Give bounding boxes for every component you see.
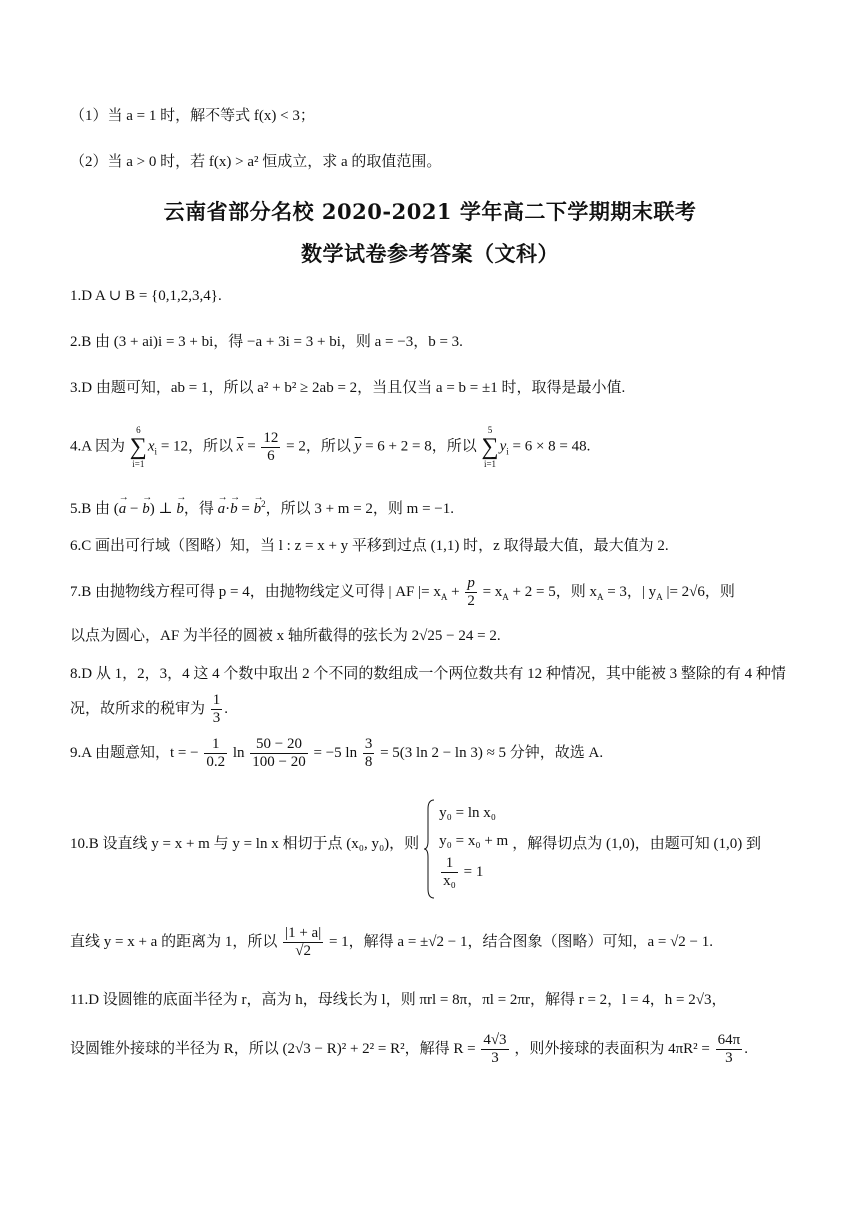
fraction: $\frac{|1 + a|}{√2}$ [285, 925, 322, 960]
fraction: $\frac{3}{8}$ [364, 736, 373, 771]
answer-7-continued: 以点为圆心，AF 为半径的圆被 x 轴所截得的弦长为 2√25 − 24 = 2. [70, 628, 501, 644]
brace-icon [423, 799, 435, 899]
fraction: $\frac{4√3}{3}$ [483, 1032, 507, 1067]
sum-symbol: 6 ∑ i=1 [129, 425, 147, 469]
answer-5: 5.B 由 (→ a − → b) ⊥ → b，得 → a·→ b = → $b^2$，所以 3 + m = 2，则 m = −1. [70, 494, 800, 519]
document-subtitle: 数学试卷参考答案（文科） [301, 241, 559, 266]
answer-2: 2.B 由 (3 + ai)i = 3 + bi，得 −a + 3i = 3 + bi，则 a = −3，b = 3. [70, 334, 463, 350]
answer-1: 1.D A ∪ B = {0,1,2,3,4}. [70, 288, 222, 304]
answer-7: 7.B 由抛物线方程可得 p = 4，由抛物线定义可得 | AF |= $x_A$ + $\frac{p}{2}$ = $x_A + 2 = 5$，则 $x_A = 3$，| $y_A$ |= 2√6，则 [70, 575, 735, 610]
answer-3: 3.D 由题可知，ab = 1，所以 a² + b² ≥ 2ab = 2，当且仅当 a = b = ±1 时，取得是最小值. [70, 380, 626, 396]
answer-11: 11.D 设圆锥的底面半径为 r，高为 h，母线长为 l，则 πrl = 8π，πl = 2πr，解得 r = 2，l = 4，h = 2√3， [70, 992, 727, 1008]
answer-9: 9.A 由题意知，t = − $\frac{1}{0.2}$ ln $\frac{50 - 20}{100 - 20}$ = −5 ln $\frac{3}{8}$ = 5(3 ln 2 − ln 3) ≈ 5 分钟，故选 A. [70, 736, 604, 771]
answer-10-continued: 直线 y = x + a 的距离为 1，所以 $\frac{|1 + a|}{√2}$ = 1，解得 a = ±√2 − 1，结合图象（图略）可知，a = √2 − 1. [70, 925, 714, 960]
answer-6: 6.C 画出可行域（图略）知，当 l : z = x + y 平移到过点 (1,1) 时，z 取得最大值，最大值为 2. [70, 538, 669, 554]
fraction: $\frac{1}{0.2}$ [206, 736, 226, 771]
problem-part-2: （2）当 a > 0 时，若 f(x) > a² 恒成立，求 a 的取值范围。 [70, 154, 442, 170]
answer-11-continued: 设圆锥外接球的半径为 R，所以 (2√3 − R)² + 2² = R²，解得 R = $\frac{4√3}{3}$ ，则外接球的表面积为 4πR² = $\frac{64\pi}{3}$ . [70, 1032, 748, 1067]
fraction: $\frac{1}{3}$ [212, 692, 221, 727]
document-title: 云南省部分名校 2020-2021 学年高二下学期期末联考 [163, 199, 697, 224]
answer-8-continued: 况，故所求的税审为 $\frac{1}{3}$ . [70, 692, 229, 727]
answer-4: 4.A 因为 6 ∑ i=1 $x_i = 12$，所以 $\overline{x}$ = $\frac{12}{6}$ = 2，所以 $\overline{y} = 6 + 2 = 8$，所以 5 ∑ i=1 $y_i = 6 \times 8 = 48$. [70, 425, 591, 469]
equation-system: y₀ = ln x₀ y₀ = x₀ + m $\frac{1}{\text{x₀}}$ = 1 [423, 799, 508, 890]
answer-10: 10.B 设直线 y = x + m 与 y = ln x 相切于点 (x₀, y₀)，则 y₀ = ln x₀ y₀ = x₀ + m $\frac{1}{\text{x₀}}$ = 1 ，解得切点为 (1,0)，由题可知 (1,0) 到 [70, 784, 800, 904]
fraction: $\frac{50 - 20}{100 - 20}$ [252, 736, 306, 771]
problem-part-1: （1）当 a = 1 时，解不等式 f(x) < 3； [70, 108, 315, 124]
sum-symbol: 5 ∑ i=1 [481, 425, 499, 469]
answer-8: 8.D 从 1，2，3，4 这 4 个数中取出 2 个不同的数组成一个两位数共有 12 种情况，其中能被 3 整除的有 4 种情 [70, 666, 786, 682]
fraction: $\frac{12}{6}$ [263, 429, 279, 464]
fraction: $\frac{1}{\text{x₀}}$ [443, 854, 456, 889]
fraction: $\frac{p}{2}$ [467, 575, 475, 610]
fraction: $\frac{64\pi}{3}$ [717, 1032, 741, 1067]
